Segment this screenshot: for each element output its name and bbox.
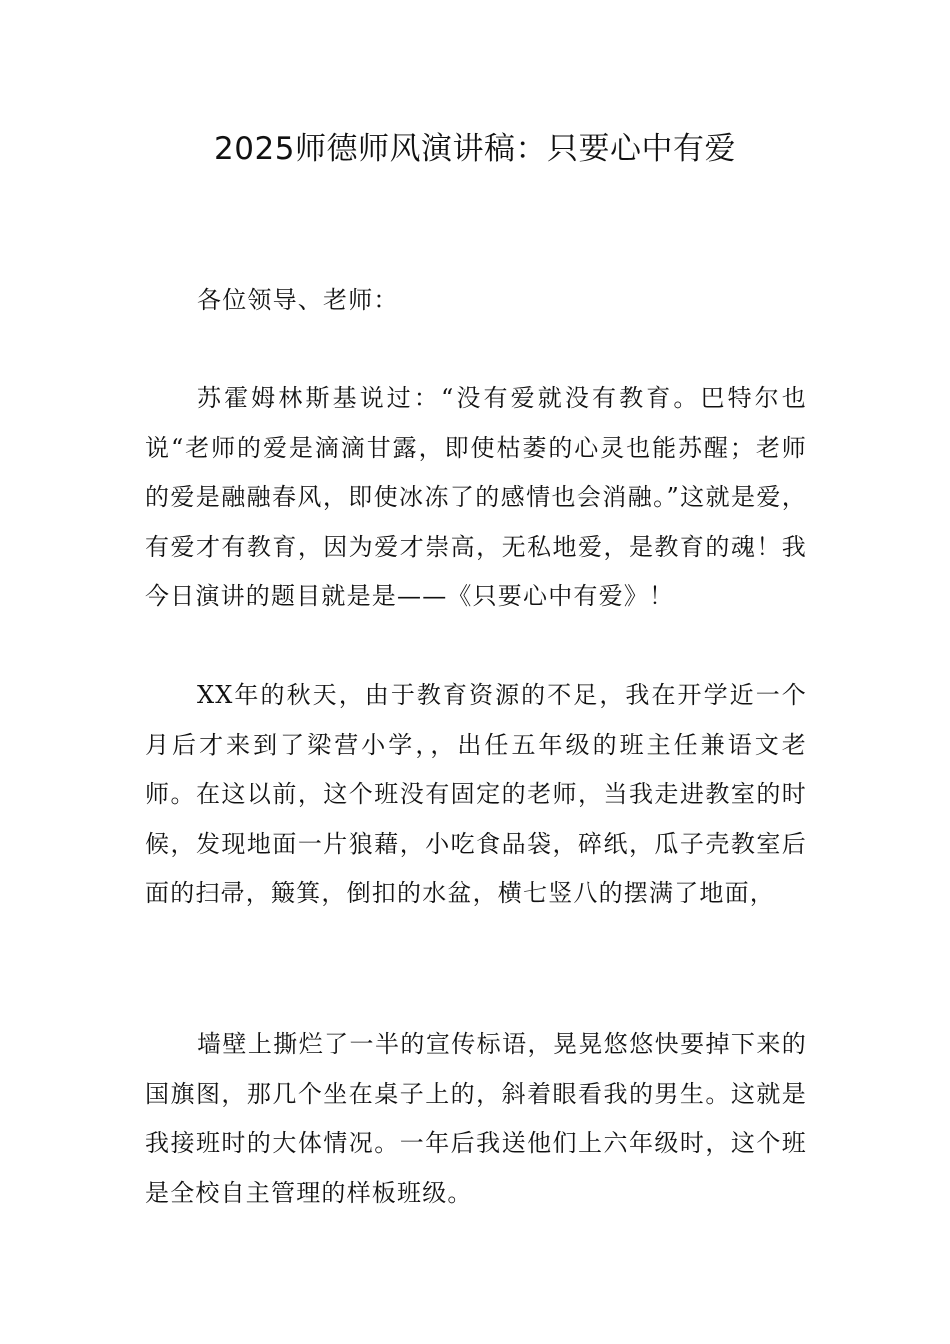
document-title: 2025师德师风演讲稿：只要心中有爱 bbox=[214, 131, 736, 167]
paragraph: XX年的秋天，由于教育资源的不足，我在开学近一个月后才来到了梁营小学，，出任五年级的班主任兼语文老师。在这以前，这个班没有固定的老师，当我走进教室的时候，发现地面一片狼藉，小吃食品袋，碎纸，瓜子壳教室后面的扫帚，簸箕，倒扣的水盆，横七竖八的摆满了地面， bbox=[145, 681, 807, 907]
salutation: 各位领导、老师： bbox=[197, 286, 399, 314]
paragraph: 墙壁上撕烂了一半的宣传标语，晃晃悠悠快要掉下来的国旗图，那几个坐在桌子上的，斜着眼看我的男生。这就是我接班时的大体情况。一年后我送他们上六年级时，这个班是全校自主管理的样板班级。 bbox=[145, 1030, 807, 1207]
paragraph: 苏霍姆林斯基说过：“没有爱就没有教育。巴特尔也说“老师的爱是滴滴甘露，即使枯萎的心灵也能苏醒；老师的爱是融融春风，即使冰冻了的感情也会消融。”这就是爱，有爱才有教育，因为爱才崇高，无私地爱，是教育的魂！我今日演讲的题目就是是——《只要心中有爱》！ bbox=[145, 384, 807, 610]
